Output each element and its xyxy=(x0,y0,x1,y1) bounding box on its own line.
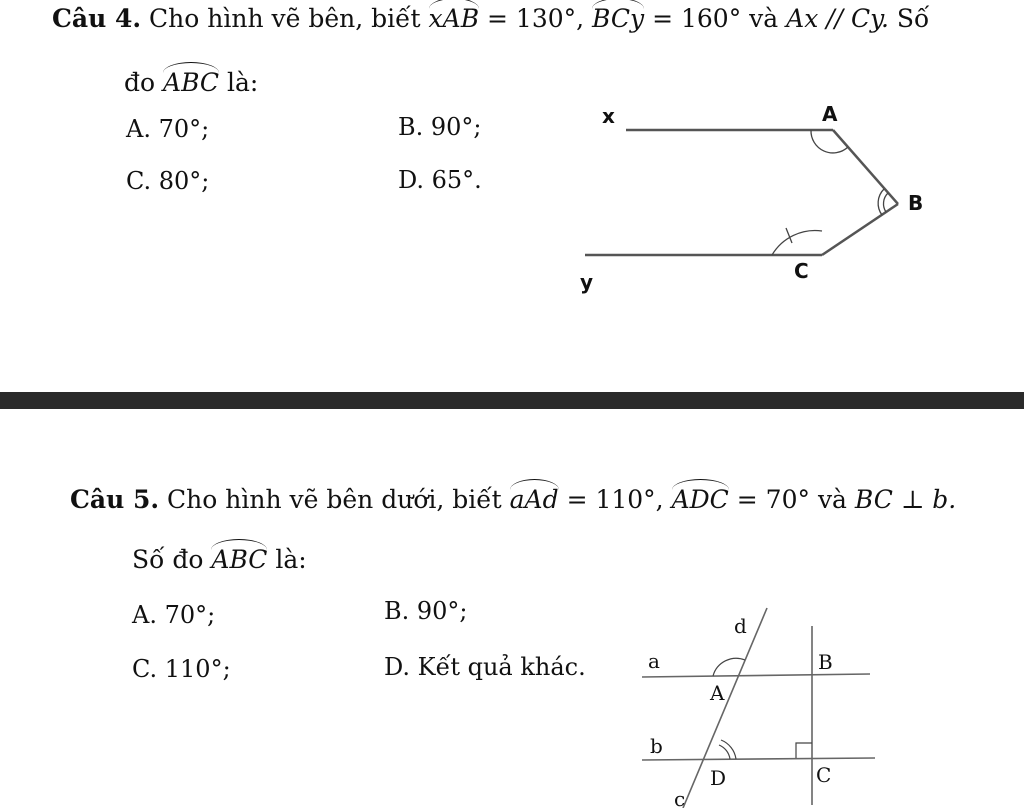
q4-angle-xab: xAB xyxy=(428,4,480,33)
q4-line2-pre: đo xyxy=(124,68,156,97)
q5-option-b[interactable]: B. 90°; xyxy=(384,597,468,625)
q5-label-a-point: A xyxy=(710,681,725,705)
q5-label-c-line: c xyxy=(674,787,686,808)
q5-label-a-line: a xyxy=(648,649,660,673)
q4-segment-bc xyxy=(822,204,898,255)
q4-angle-bcy: BCy xyxy=(592,4,645,33)
q4-eq2: = 160° xyxy=(652,4,742,33)
q5-figure xyxy=(630,600,890,808)
q5-angle-aad: aAd xyxy=(509,485,559,514)
q5-target-angle: ABC xyxy=(211,545,268,574)
q4-statement xyxy=(52,4,929,33)
q5-right-angle-mark xyxy=(796,743,812,758)
q5-option-c[interactable]: C. 110°; xyxy=(132,655,231,683)
q5-eq2: = 70° xyxy=(736,485,810,514)
q5-label-b-point: B xyxy=(818,650,833,674)
q4-label-x: x xyxy=(602,104,615,128)
q5-question-line xyxy=(132,545,307,574)
q4-segment-ab xyxy=(833,130,898,204)
q5-intro: Cho hình vẽ bên dưới, biết xyxy=(167,485,502,514)
q5-eq1: = 110°, xyxy=(566,485,664,514)
q4-option-b[interactable]: B. 90°; xyxy=(398,113,482,141)
q5-label-d-line: d xyxy=(734,614,747,638)
q4-option-d[interactable]: D. 65°. xyxy=(398,166,482,194)
q5-arc-d-outer xyxy=(721,740,736,759)
q5-line-b xyxy=(642,758,875,760)
q5-statement xyxy=(70,485,956,514)
q4-figure xyxy=(560,95,950,300)
q5-line-a xyxy=(642,674,870,677)
q4-option-a[interactable]: A. 70°; xyxy=(126,115,210,143)
q4-and: và xyxy=(749,4,779,33)
q5-option-a[interactable]: A. 70°; xyxy=(132,601,216,629)
section-divider xyxy=(0,392,1024,409)
q4-line2-post: là: xyxy=(227,68,259,97)
q5-line2-post: là: xyxy=(275,545,307,574)
q4-label: Câu 4. xyxy=(52,4,142,33)
q5-perp: BC ⊥ b. xyxy=(854,485,957,514)
q5-line2-pre: Số đo xyxy=(132,545,204,574)
q5-label-c-point: C xyxy=(816,763,832,787)
q4-arc-c xyxy=(772,231,822,255)
q4-arc-c-tick xyxy=(786,228,792,243)
q5-label-d-point: D xyxy=(710,766,727,790)
q4-option-c[interactable]: C. 80°; xyxy=(126,167,210,195)
q5-option-d[interactable]: D. Kết quả khác. xyxy=(384,653,586,681)
q4-so: Số xyxy=(896,4,930,33)
q5-label: Câu 5. xyxy=(70,485,160,514)
q4-label-y: y xyxy=(580,270,594,294)
q5-and: và xyxy=(817,485,847,514)
q4-question-line xyxy=(124,68,258,97)
q4-arc-b-inner xyxy=(884,193,888,212)
q4-target-angle: ABC xyxy=(163,68,220,97)
q4-eq1: = 130°, xyxy=(487,4,585,33)
q4-label-b: B xyxy=(908,191,924,215)
q4-parallel: Ax // Cy. xyxy=(786,4,889,33)
q4-label-a: A xyxy=(822,102,838,126)
q5-arc-d-inner xyxy=(719,745,730,759)
q4-intro: Cho hình vẽ bên, biết xyxy=(149,4,421,33)
q4-label-c: C xyxy=(794,259,809,283)
q5-angle-adc: ADC xyxy=(671,485,729,514)
q5-label-b-line: b xyxy=(650,734,663,758)
